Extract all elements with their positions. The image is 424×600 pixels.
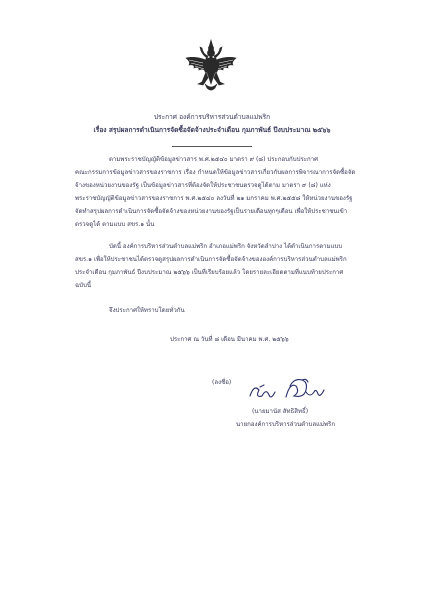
announcement-subject: เรื่อง สรุปผลการดำเนินการจัดซื้อจัดจ้างประจำเดือน กุมภาพันธ์ ปีงบประมาณ ๒๕๖๖ <box>93 126 331 134</box>
paragraph-1-line: คณะกรรมการข้อมูลข่าวสารของราชการ เรื่อง กำหนดให้ข้อมูลข่าวสารเกี่ยวกับผลการพิจารณาการจัดซื้อจัด <box>75 169 356 176</box>
paragraph-1-line: จัดทำสรุปผลการดำเนินการจัดซื้อจัดจ้างของหน่วยงานของรัฐเป็นรายเดือนทุกๆเดือน เพื่อให้ประชาชนเข้า <box>75 208 348 215</box>
closing-statement: จึงประกาศให้ทราบโดยทั่วกัน <box>109 307 185 314</box>
heading-divider <box>172 146 252 147</box>
paragraph-1-line: จ้างของหน่วยงานของรัฐ เป็นข้อมูลข่าวสารที่ต้องจัดให้ประชาชนตรวจดูได้ตาม มาตรา ๙ (๘) แห่ง <box>75 182 331 189</box>
paragraph-1-line: ตรวจดูได้ ตามแบบ สขร.๑ นั้น <box>75 221 155 228</box>
paragraph-1-line: ตามพระราชบัญญัติข้อมูลข่าวสาร พ.ศ.๒๕๔๐ มาตรา ๙ (๘) ประกอบกับประกาศ <box>109 156 318 163</box>
paragraph-1-line: พระราชบัญญัติข้อมูลข่าวสารของราชการ พ.ศ.๒๕๔๐ ลงวันที่ ๒๑ มกราคม พ.ศ.๒๕๕๘ ให้หน่วยงานของรัฐ <box>75 195 353 202</box>
announcement-heading: ประกาศ องค์การบริหารส่วนตำบลแม่พริก <box>153 113 271 121</box>
paragraph-2-line: ประจำเดือน กุมภาพันธ์ ปีงบประมาณ ๒๕๖๖ เป็นที่เรียบร้อยแล้ว โดยรายละเอียดตามที่แนบท้ายประกาศ <box>75 269 344 276</box>
signer-name: (นายมานัส สัทธิสิทธิ์) <box>252 408 309 415</box>
sign-label: (ลงชื่อ) <box>212 379 232 386</box>
handwritten-signature <box>246 376 336 406</box>
announcement-date: ประกาศ ณ วันที่ ๘ เดือน มีนาคม พ.ศ. ๒๕๖๖ <box>170 336 289 343</box>
garuda-emblem-icon <box>183 38 239 94</box>
signer-title: นายกองค์การบริหารส่วนตำบลแม่พริก <box>236 421 336 428</box>
paragraph-2-line: สขร.๑ เพื่อให้ประชาชนได้ตรวจดูสรุปผลการดำเนินการจัดซื้อจัดจ้างขององค์การบริหารส่วนตำบลแม่พริก <box>75 256 347 263</box>
paragraph-2-line: ฉบับนี้ <box>75 282 92 289</box>
paragraph-2-line: บัดนี้ องค์การบริหารส่วนตำบลแม่พริก อำเภอแม่พริก จังหวัดลำปาง ได้ดำเนินการตามแบบ <box>109 243 343 250</box>
